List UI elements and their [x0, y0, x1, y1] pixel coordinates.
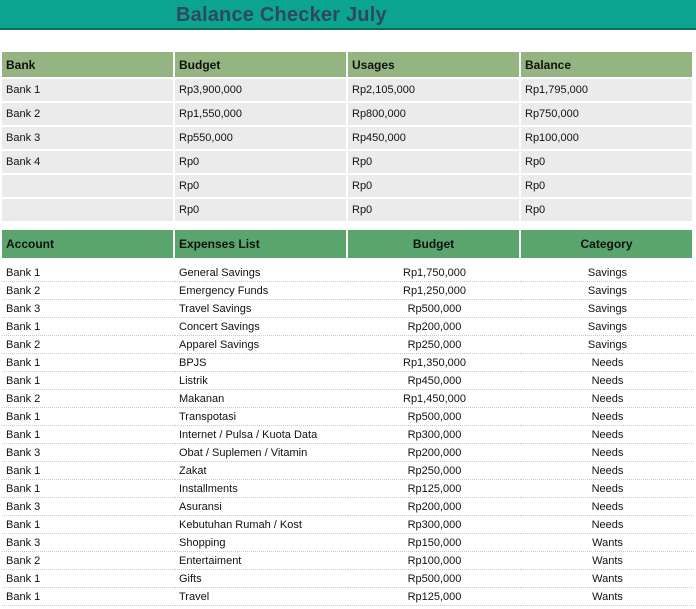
expense-cell[interactable]: Bank 3 — [2, 444, 175, 462]
page-title: Balance Checker July — [176, 4, 387, 26]
expense-cell[interactable]: Bank 1 — [2, 462, 175, 480]
bank-row — [2, 127, 694, 151]
title-bar — [0, 0, 696, 30]
expense-cell[interactable]: Rp200,000 — [348, 498, 521, 516]
expense-cell[interactable]: Kebutuhan Rumah / Kost — [175, 516, 348, 534]
expense-cell[interactable]: Needs — [521, 372, 694, 390]
expense-cell[interactable]: Installments — [175, 480, 348, 498]
expense-row — [2, 588, 694, 606]
expense-cell[interactable]: Transpotasi — [175, 408, 348, 426]
expense-cell[interactable]: Rp1,250,000 — [348, 282, 521, 300]
expense-cell[interactable]: Rp1,350,000 — [348, 354, 521, 372]
bank-cell[interactable]: Rp0 — [348, 151, 521, 175]
bank-cell[interactable]: Rp750,000 — [521, 103, 694, 127]
expense-row — [2, 462, 694, 480]
bank-row — [2, 151, 694, 175]
bank-cell[interactable]: Rp0 — [521, 175, 694, 199]
bank-cell[interactable]: Bank 4 — [2, 151, 175, 175]
expense-row — [2, 516, 694, 534]
expense-cell[interactable]: Gifts — [175, 570, 348, 588]
expense-cell[interactable]: Listrik — [175, 372, 348, 390]
expenses-header-cell[interactable]: Account — [2, 230, 175, 264]
expense-cell[interactable]: Asuransi — [175, 498, 348, 516]
expense-row — [2, 534, 694, 552]
expense-row — [2, 444, 694, 462]
bank-cell[interactable]: Rp800,000 — [348, 103, 521, 127]
expense-cell[interactable]: Rp125,000 — [348, 480, 521, 498]
expense-row — [2, 318, 694, 336]
expense-cell[interactable]: Rp200,000 — [348, 444, 521, 462]
bank-header-cell[interactable]: Budget — [175, 52, 348, 79]
expense-cell[interactable]: Bank 1 — [2, 588, 175, 606]
expense-cell[interactable]: Obat / Suplemen / Vitamin — [175, 444, 348, 462]
bank-cell[interactable]: Rp0 — [348, 199, 521, 223]
expense-cell[interactable]: Travel — [175, 588, 348, 606]
expense-cell[interactable]: Wants — [521, 588, 694, 606]
expense-row — [2, 390, 694, 408]
expense-cell[interactable]: Rp250,000 — [348, 462, 521, 480]
expense-cell[interactable]: Needs — [521, 480, 694, 498]
bank-cell[interactable]: Bank 1 — [2, 79, 175, 103]
bank-row — [2, 103, 694, 127]
expense-cell[interactable]: Rp500,000 — [348, 570, 521, 588]
expense-cell[interactable]: Rp125,000 — [348, 588, 521, 606]
expense-cell[interactable]: Apparel Savings — [175, 336, 348, 354]
expenses-header-cell[interactable]: Expenses List — [175, 230, 348, 264]
expense-cell[interactable]: Wants — [521, 570, 694, 588]
expense-cell[interactable]: Savings — [521, 336, 694, 354]
expense-row — [2, 336, 694, 354]
expense-cell[interactable]: Rp450,000 — [348, 372, 521, 390]
bank-cell[interactable]: Rp0 — [175, 151, 348, 175]
expenses-header-cell[interactable]: Budget — [348, 230, 521, 264]
bank-cell[interactable]: Rp0 — [175, 175, 348, 199]
expense-cell[interactable]: Rp500,000 — [348, 408, 521, 426]
bank-cell[interactable]: Rp1,550,000 — [175, 103, 348, 127]
bank-cell[interactable] — [2, 199, 175, 223]
bank-header-cell[interactable]: Balance — [521, 52, 694, 79]
bank-cell[interactable]: Rp0 — [175, 199, 348, 223]
bank-cell[interactable]: Rp550,000 — [175, 127, 348, 151]
expense-cell[interactable]: Entertaiment — [175, 552, 348, 570]
expense-cell[interactable]: Savings — [521, 282, 694, 300]
expense-cell[interactable]: Savings — [521, 264, 694, 282]
expense-cell[interactable]: General Savings — [175, 264, 348, 282]
expense-cell[interactable]: Wants — [521, 552, 694, 570]
bank-row — [2, 79, 694, 103]
expense-cell[interactable]: Savings — [521, 300, 694, 318]
expenses-header-row — [2, 230, 694, 264]
expense-cell[interactable]: Needs — [521, 444, 694, 462]
bank-header-row — [2, 52, 694, 79]
bank-cell[interactable]: Rp100,000 — [521, 127, 694, 151]
bank-cell[interactable]: Rp2,105,000 — [348, 79, 521, 103]
expense-cell[interactable]: Rp100,000 — [348, 552, 521, 570]
bank-cell[interactable]: Rp0 — [521, 199, 694, 223]
expense-cell[interactable]: Bank 2 — [2, 390, 175, 408]
expense-cell[interactable]: Internet / Pulsa / Kuota Data — [175, 426, 348, 444]
expense-cell[interactable]: Bank 1 — [2, 318, 175, 336]
bank-cell[interactable]: Rp450,000 — [348, 127, 521, 151]
expense-cell[interactable]: Makanan — [175, 390, 348, 408]
expense-row — [2, 282, 694, 300]
expense-cell[interactable]: Needs — [521, 354, 694, 372]
expenses-header-cell[interactable]: Category — [521, 230, 694, 264]
expense-cell[interactable]: Bank 1 — [2, 516, 175, 534]
bank-balance-table — [2, 52, 694, 223]
bank-cell[interactable]: Bank 3 — [2, 127, 175, 151]
expense-cell[interactable]: Bank 1 — [2, 408, 175, 426]
expense-cell[interactable]: Bank 1 — [2, 426, 175, 444]
expense-cell[interactable]: Bank 3 — [2, 300, 175, 318]
expense-cell[interactable]: Bank 2 — [2, 552, 175, 570]
expense-row — [2, 570, 694, 588]
expense-cell[interactable]: Emergency Funds — [175, 282, 348, 300]
expense-cell[interactable]: Concert Savings — [175, 318, 348, 336]
expense-row — [2, 426, 694, 444]
expense-row — [2, 480, 694, 498]
expense-cell[interactable]: Bank 1 — [2, 570, 175, 588]
expense-cell[interactable]: Needs — [521, 390, 694, 408]
expense-row — [2, 354, 694, 372]
expense-cell[interactable]: Shopping — [175, 534, 348, 552]
expense-cell[interactable]: Bank 1 — [2, 354, 175, 372]
expense-cell[interactable]: Rp1,750,000 — [348, 264, 521, 282]
expense-row — [2, 552, 694, 570]
expense-cell[interactable]: Needs — [521, 498, 694, 516]
expense-row — [2, 408, 694, 426]
expense-cell[interactable]: BPJS — [175, 354, 348, 372]
expense-cell[interactable]: Rp1,450,000 — [348, 390, 521, 408]
expense-cell[interactable]: Needs — [521, 408, 694, 426]
expenses-table — [2, 230, 694, 606]
expense-row — [2, 300, 694, 318]
bank-cell[interactable]: Bank 2 — [2, 103, 175, 127]
expense-cell[interactable]: Needs — [521, 516, 694, 534]
expense-row — [2, 498, 694, 516]
bank-cell[interactable]: Rp0 — [348, 175, 521, 199]
bank-header-cell[interactable]: Bank — [2, 52, 175, 79]
expense-cell[interactable]: Rp300,000 — [348, 516, 521, 534]
expense-cell[interactable]: Needs — [521, 462, 694, 480]
expense-row — [2, 264, 694, 282]
bank-header-cell[interactable]: Usages — [348, 52, 521, 79]
expense-cell[interactable]: Bank 2 — [2, 336, 175, 354]
bank-cell[interactable]: Rp0 — [521, 151, 694, 175]
expense-row — [2, 372, 694, 390]
expense-cell[interactable]: Rp200,000 — [348, 318, 521, 336]
expense-cell[interactable]: Rp250,000 — [348, 336, 521, 354]
expense-cell[interactable]: Needs — [521, 426, 694, 444]
expense-cell[interactable]: Bank 2 — [2, 282, 175, 300]
expense-cell[interactable]: Bank 3 — [2, 534, 175, 552]
expense-cell[interactable]: Rp150,000 — [348, 534, 521, 552]
bank-row — [2, 175, 694, 199]
expense-cell[interactable]: Bank 3 — [2, 498, 175, 516]
expense-cell[interactable]: Zakat — [175, 462, 348, 480]
expense-cell[interactable]: Bank 1 — [2, 372, 175, 390]
bank-cell[interactable]: Rp3,900,000 — [175, 79, 348, 103]
expense-cell[interactable]: Rp500,000 — [348, 300, 521, 318]
expense-cell[interactable]: Travel Savings — [175, 300, 348, 318]
bank-row — [2, 199, 694, 223]
expense-cell[interactable]: Savings — [521, 318, 694, 336]
expense-cell[interactable]: Bank 1 — [2, 480, 175, 498]
expense-cell[interactable]: Rp300,000 — [348, 426, 521, 444]
expense-cell[interactable]: Wants — [521, 534, 694, 552]
bank-cell[interactable]: Rp1,795,000 — [521, 79, 694, 103]
expense-cell[interactable]: Bank 1 — [2, 264, 175, 282]
bank-cell[interactable] — [2, 175, 175, 199]
